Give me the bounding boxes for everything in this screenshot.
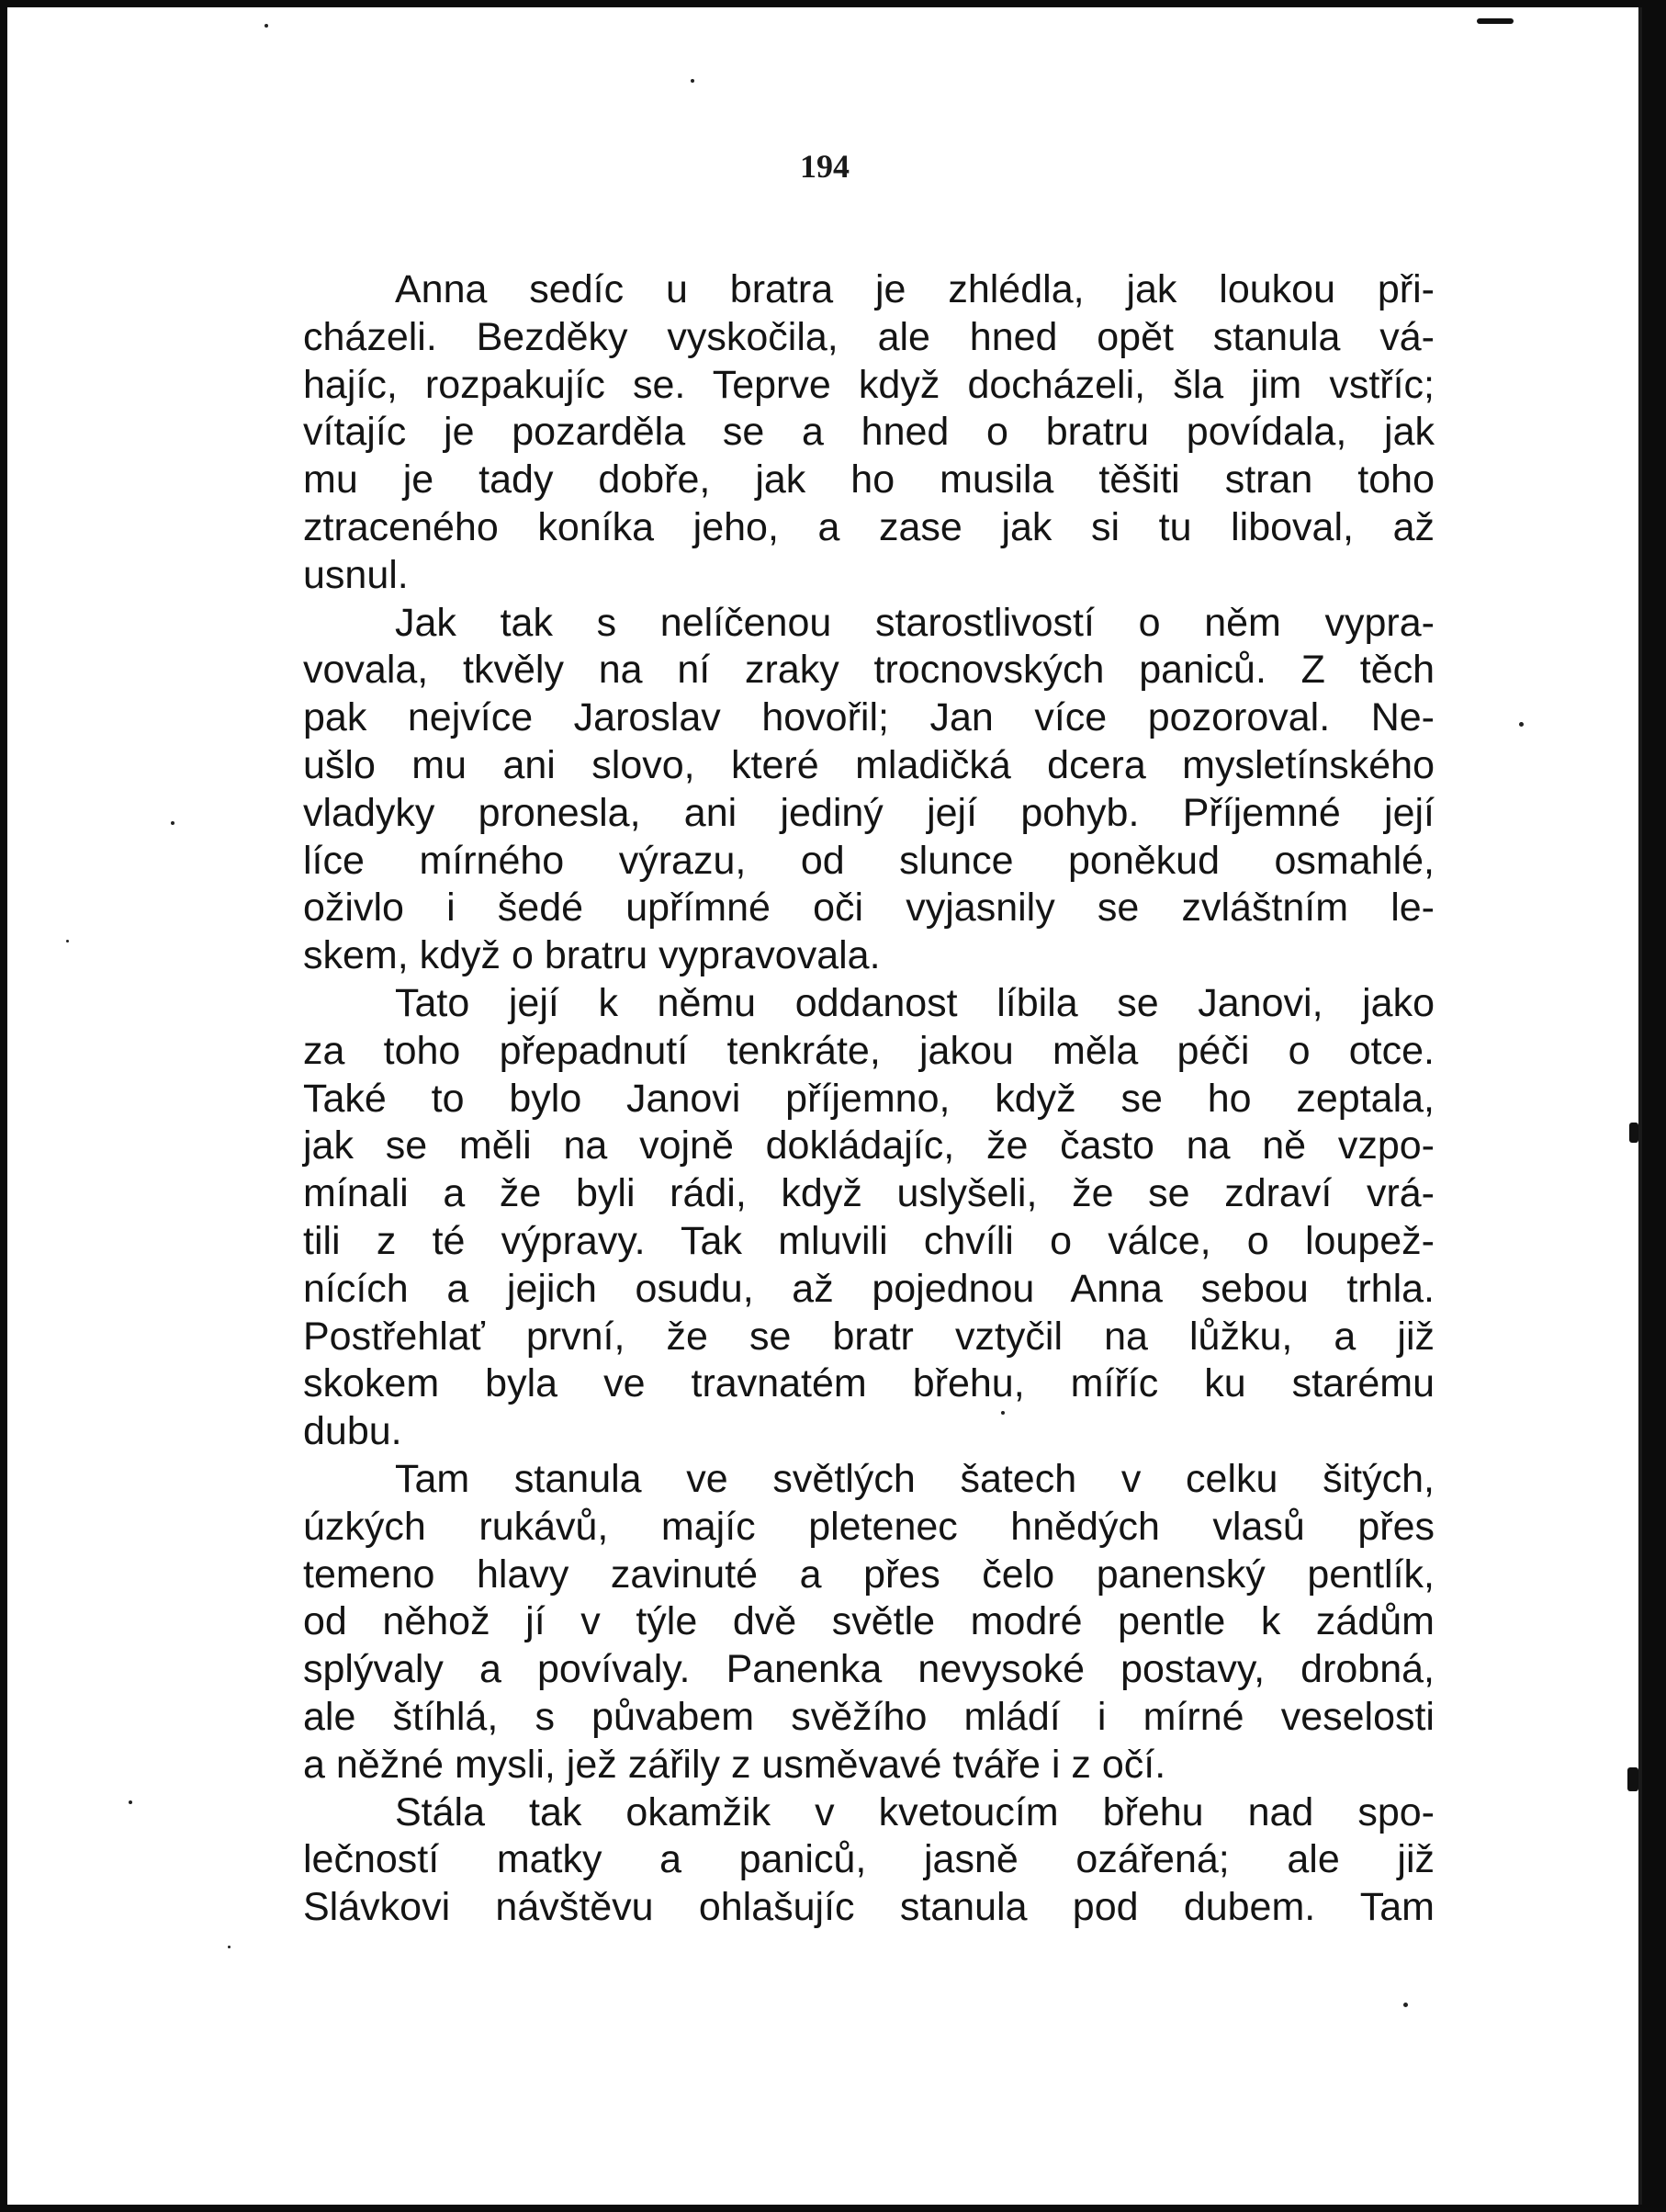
text-line: skokem byla ve travnatém břehu, míříc ku starému <box>303 1361 1435 1406</box>
text-line: Anna sedíc u bratra je zhlédla, jak loukou při- <box>395 267 1435 311</box>
text-line: tili z té výpravy. Tak mluvili chvíli o válce, o loupež- <box>303 1218 1435 1263</box>
text-line: Jak tak s nelíčenou starostlivostí o něm vypra- <box>395 600 1435 645</box>
scan-speck <box>228 1946 231 1948</box>
text-line: Také to bylo Janovi příjemno, když se ho zeptala, <box>303 1076 1435 1121</box>
scan-speck <box>171 821 174 825</box>
text-line: ztraceného koníka jeho, a zase jak si tu liboval, až <box>303 504 1435 549</box>
text-line: Tam stanula ve světlých šatech v celku šitých, <box>395 1456 1435 1501</box>
text-line: hajíc, rozpakujíc se. Teprve když docházeli, šla jim vstříc; <box>303 362 1435 407</box>
text-line: a něžné mysli, jež zářily z usměvavé tváře i z očí. <box>303 1742 1166 1787</box>
scan-edge-mark <box>1627 1767 1638 1791</box>
text-line: od něhož jí v týle dvě světle modré pentle k zádům <box>303 1599 1435 1644</box>
body-text <box>303 266 1435 1932</box>
scan-speck <box>1403 2003 1408 2007</box>
scan-speck <box>66 940 69 942</box>
text-line: vítajíc je pozarděla se a hned o bratru povídala, jak <box>303 410 1435 455</box>
text-line: Stála tak okamžik v kvetoucím břehu nad spo- <box>395 1789 1435 1834</box>
text-line: splývaly a povívaly. Panenka nevysoké postavy, drobná, <box>303 1647 1435 1692</box>
text-line: ušlo mu ani slovo, které mladičká dcera mysletínského <box>303 742 1435 787</box>
text-line: usnul. <box>303 552 409 597</box>
scan-speck <box>1519 722 1524 727</box>
text-line: líce mírného výrazu, od slunce poněkud osmahlé, <box>303 838 1435 883</box>
scan-edge-mark <box>1629 1123 1638 1143</box>
scan-speck <box>265 24 268 28</box>
paragraph-3 <box>303 980 1435 1456</box>
text-line: vladyky pronesla, ani jediný její pohyb. Příjemné její <box>303 790 1435 835</box>
text-line: dubu. <box>303 1409 402 1454</box>
text-line: ale štíhlá, s půvabem svěžího mládí i mírné veselosti <box>303 1694 1435 1739</box>
scan-speck <box>691 79 694 83</box>
text-line: lečností matky a paniců, jasně ozářená; ale již <box>303 1837 1435 1882</box>
text-line: jak se měli na vojně dokládajíc, že často na ně vzpo- <box>303 1123 1435 1168</box>
text-line: za toho přepadnutí tenkráte, jakou měla péči o otce. <box>303 1028 1435 1073</box>
paragraph-4 <box>303 1456 1435 1789</box>
text-line: pak nejvíce Jaroslav hovořil; Jan více pozoroval. Ne- <box>303 695 1435 740</box>
text-line: Tato její k němu oddanost líbila se Janovi, jako <box>395 980 1435 1025</box>
text-line: nících a jejich osudu, až pojednou Anna sebou trhla. <box>303 1266 1435 1311</box>
text-line: cházeli. Bezděky vyskočila, ale hned opět stanula vá- <box>303 314 1435 359</box>
page-number: 194 <box>800 148 850 185</box>
text-line: Slávkovi návštěvu ohlašujíc stanula pod dubem. Tam <box>303 1885 1435 1930</box>
text-line: vovala, tkvěly na ní zraky trocnovských paniců. Z těch <box>303 648 1435 693</box>
text-line: úzkých rukávů, majíc pletenec hnědých vlasů přes <box>303 1504 1435 1549</box>
book-page <box>7 7 1642 2205</box>
text-line: oživlo i šedé upřímné oči vyjasnily se zvláštním le- <box>303 886 1435 931</box>
paragraph-2 <box>303 600 1435 980</box>
text-line: temeno hlavy zavinuté a přes čelo panenský pentlík, <box>303 1552 1435 1597</box>
scan-edge-mark <box>1477 18 1514 24</box>
scan-speck <box>129 1800 132 1804</box>
text-line: mu je tady dobře, jak ho musila těšiti stran toho <box>303 457 1435 502</box>
paragraph-1 <box>303 266 1435 600</box>
scan-speck <box>1001 1411 1005 1415</box>
text-line: skem, když o bratru vypravovala. <box>303 933 881 978</box>
text-line: mínali a že byli rádi, když uslyšeli, že se zdraví vrá- <box>303 1171 1435 1216</box>
text-line: Postřehlať první, že se bratr vztyčil na lůžku, a již <box>303 1314 1435 1359</box>
paragraph-5 <box>303 1789 1435 1932</box>
